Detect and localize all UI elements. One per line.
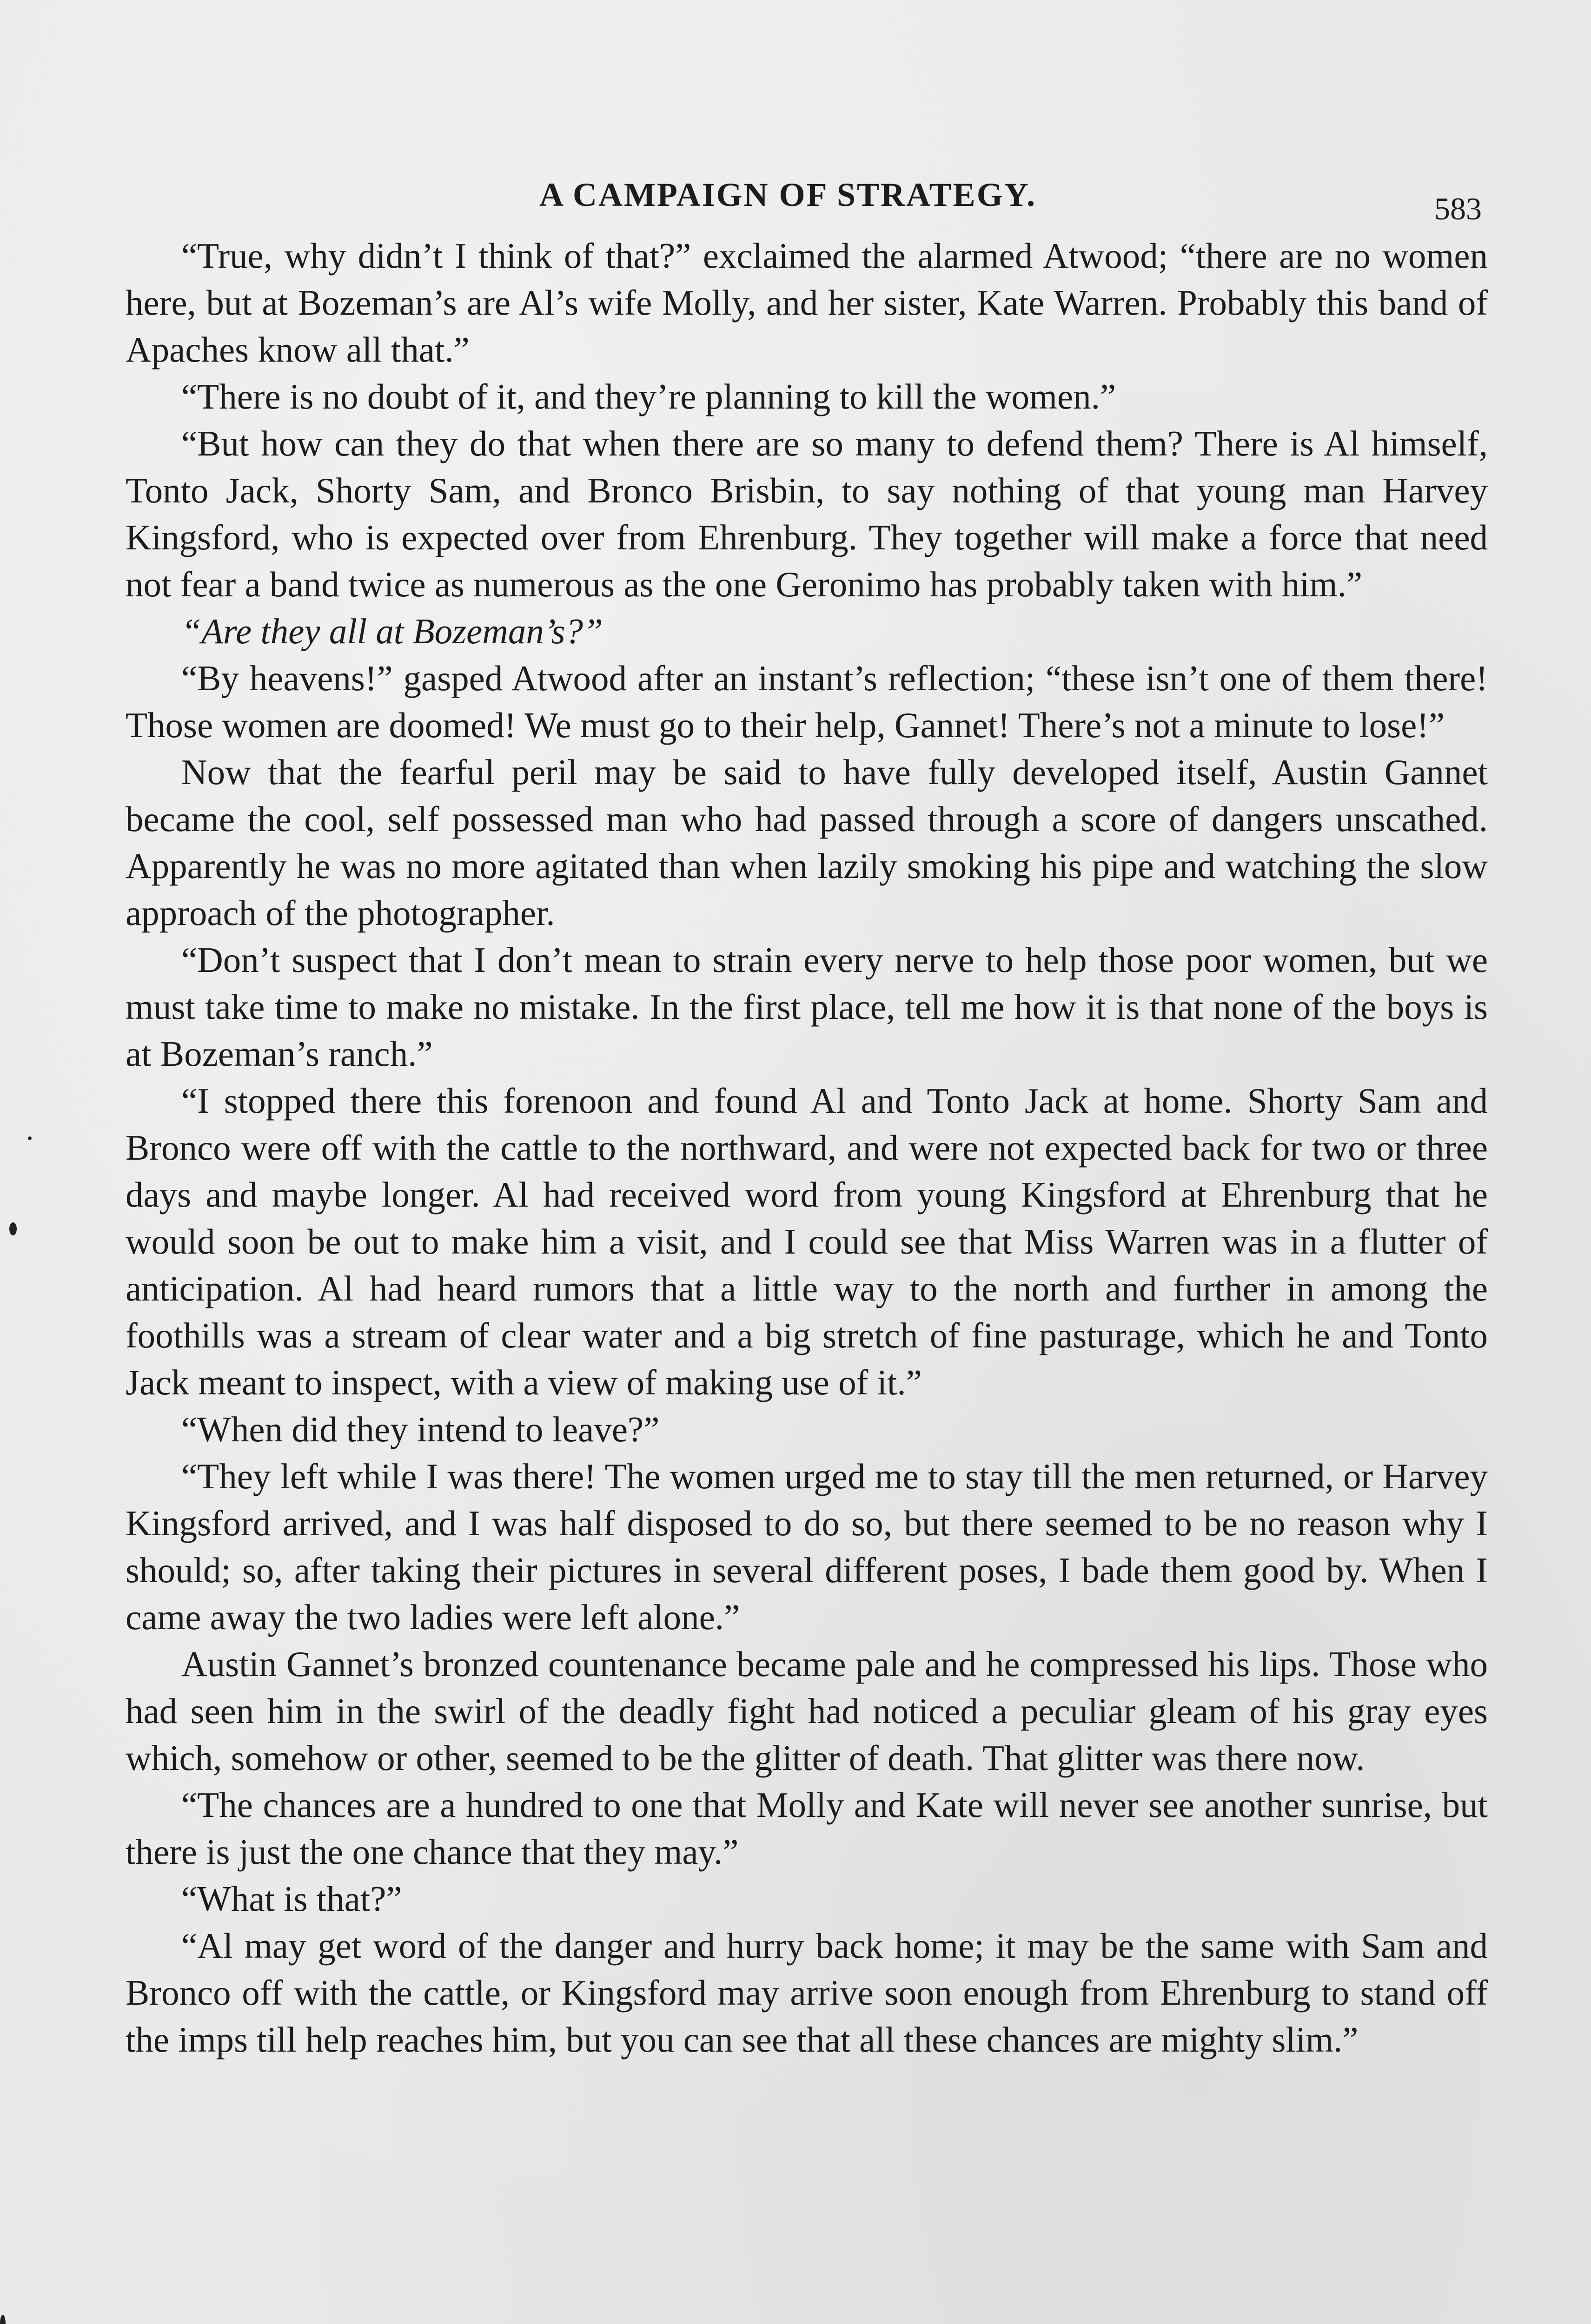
paragraph: “True, why didn’t I think of that?” exclaimed the alarmed Atwood; “there are no women here, but at Bozeman’s are Al’s wife Molly, and her sister, Kate Warren. Probably this band of Apaches know all that.” (126, 236, 1488, 370)
paragraph: “By heavens!” gasped Atwood after an instant’s reflection; “these isn’t one of them there! Those women are doomed! We must go to their help, Gannet! There’s not a minute to lose!” (126, 658, 1488, 745)
paragraph: “But how can they do that when there are so many to defend them? There is Al himself, Tonto Jack, Shorty Sam, and Bronco Brisbin, to say nothing of that young man Harvey Kingsford, who is expected over from Ehrenburg. They together will make a force that need not fear a band twice as numerous as the one Geronimo has probably taken with him.” (126, 423, 1488, 604)
paragraph: “When did they intend to leave?” (181, 1409, 660, 1449)
page-number: 583 (1434, 191, 1482, 226)
print-speck (0, 2315, 6, 2324)
paragraph: “They left while I was there! The women urged me to stay till the men returned, or Harvey Kingsford arrived, and I was half disposed to do so, but there seemed to be no reason why I should; so, after taking their pictures in several different poses, I bade them good by. When I came away the two ladies were left alone.” (126, 1456, 1488, 1637)
paragraph: Austin Gannet’s bronzed countenance became pale and he compressed his lips. Those who had seen him in the swirl of the deadly fight had noticed a peculiar gleam of his gray eyes which, somehow or other, seemed to be the glitter of death. That glitter was there now. (126, 1644, 1488, 1778)
paragraph: “What is that?” (181, 1879, 402, 1919)
paragraph: “The chances are a hundred to one that Molly and Kate will never see another sunrise, but there is just the one chance that they may.” (126, 1785, 1488, 1872)
running-title: A CAMPAIGN OF STRATEGY. (539, 176, 1037, 213)
print-speck (9, 1222, 17, 1235)
print-speck (28, 1136, 32, 1140)
paragraph: “Al may get word of the danger and hurry back home; it may be the same with Sam and Bronco off with the cattle, or Kingsford may arrive soon enough from Ehrenburg to stand off the imps till help reaches him, but you can see that all these chances are mighty slim.” (126, 1926, 1488, 2060)
body-text (126, 232, 1488, 2063)
paragraph: “There is no doubt of it, and they’re planning to kill the women.” (181, 376, 1116, 416)
paragraph: Now that the fearful peril may be said to have fully developed itself, Austin Gannet became the cool, self possessed man who had passed through a score of dangers unscathed. Apparently he was no more agitated than when lazily smoking his pipe and watching the slow approach of the photographer. (126, 752, 1488, 933)
paragraph: “I stopped there this forenoon and found Al and Tonto Jack at home. Shorty Sam and Bronco were off with the cattle to the northward, and were not expected back for two or three days and maybe longer. Al had received word from young Kingsford at Ehrenburg that he would soon be out to make him a visit, and I could see that Miss Warren was in a flutter of anticipation. Al had heard rumors that a little way to the north and further in among the foothills was a stream of clear water and a big stretch of fine pasturage, which he and Tonto Jack meant to inspect, with a view of making use of it.” (126, 1081, 1488, 1402)
paragraph: “Don’t suspect that I don’t mean to strain every nerve to help those poor women, but we must take time to make no mistake. In the first place, tell me how it is that none of the boys is at Bozeman’s ranch.” (126, 940, 1488, 1074)
paragraph: “Are they all at Bozeman’s?” (181, 611, 603, 651)
